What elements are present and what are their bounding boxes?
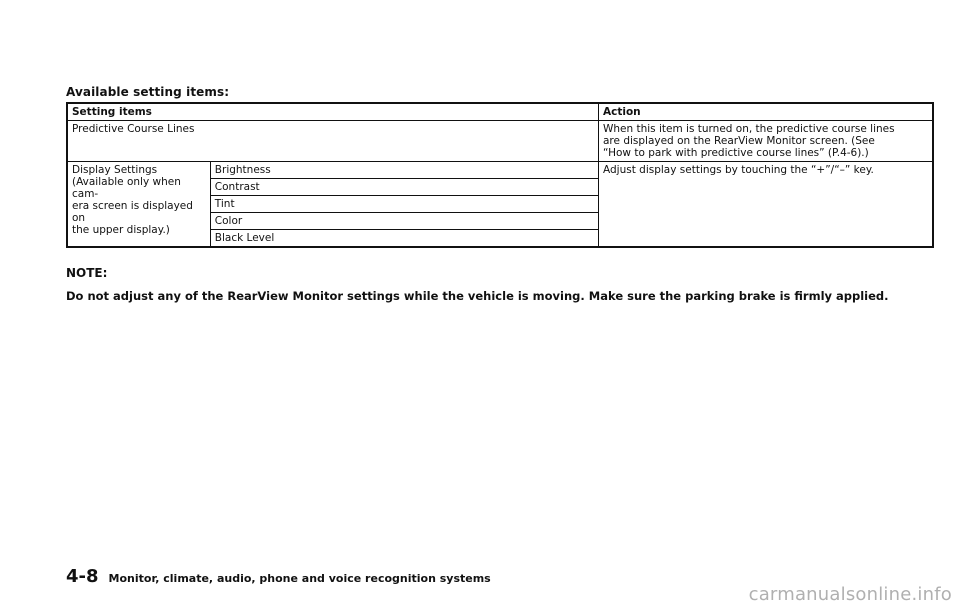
row-action-predictive-course-lines [599, 121, 934, 162]
note-body: Do not adjust any of the RearView Monitor settings while the vehicle is moving. Make sure the parking brake is firmly applied. [66, 289, 889, 303]
chapter-title: Monitor, climate, audio, phone and voice recognition systems [108, 572, 491, 585]
sub-item-contrast: Contrast [210, 179, 598, 196]
header-action: Action [599, 103, 934, 121]
row-item-label: Predictive Course Lines [72, 123, 195, 135]
row-item-predictive-course-lines [67, 121, 599, 162]
note-heading: NOTE: [66, 266, 108, 280]
table-row [67, 162, 933, 179]
table-row [67, 121, 933, 162]
sub-item-black-level: Black Level [210, 230, 598, 248]
watermark: carmanualsonline.info [748, 584, 952, 605]
settings-table [66, 102, 934, 248]
sub-item-brightness: Brightness [210, 162, 598, 179]
section-heading: Available setting items: [66, 85, 230, 99]
group-label: Display Settings (Available only when cam- era screen is displayed on the upper display.) [72, 164, 193, 236]
sub-item-color: Color [210, 213, 598, 230]
page-number: 4-8 [66, 566, 99, 587]
sub-item-tint: Tint [210, 196, 598, 213]
page-footer [66, 566, 491, 587]
group-display-settings [67, 162, 210, 248]
table-header-row [67, 103, 933, 121]
group-action-display-settings [599, 162, 934, 248]
group-action-text: Adjust display settings by touching the “+”/“–” key. [603, 164, 874, 176]
row-action-text: When this item is turned on, the predictive course lines are displayed on the RearView Monitor screen. (See “How to park with predictive course lines” (P.4-6).) [603, 123, 895, 159]
header-setting-items: Setting items [67, 103, 599, 121]
